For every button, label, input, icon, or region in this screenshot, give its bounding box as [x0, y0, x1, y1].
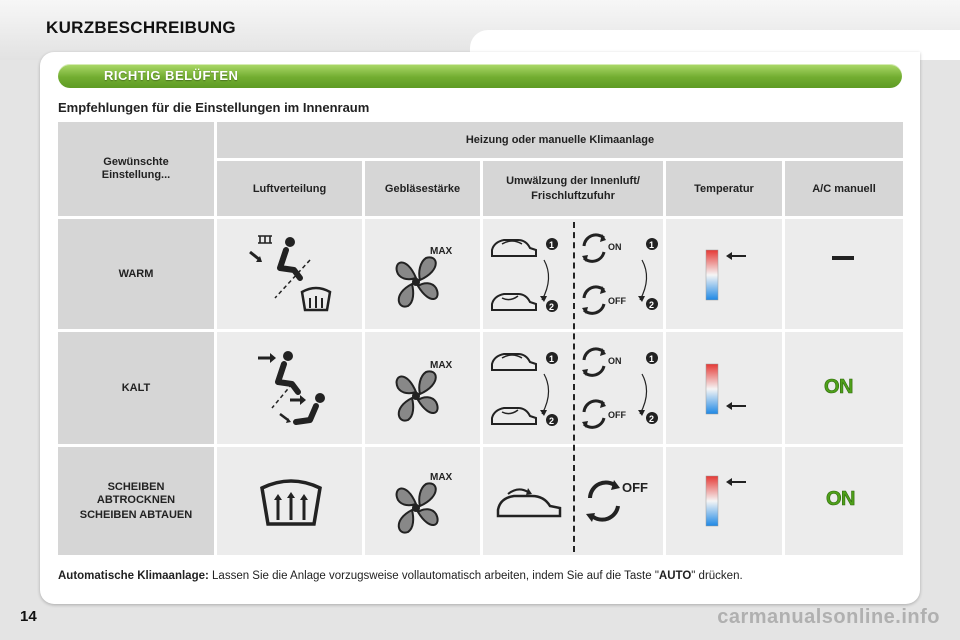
step-1-badge: 1: [549, 240, 555, 250]
fan-icon: [390, 358, 460, 434]
footer-text: Lassen Sie die Anlage vorzugsweise vollautomatisch arbeiten, indem Sie auf die Taste ": [208, 570, 659, 582]
footer-text-end: " drücken.: [691, 570, 743, 582]
watermark: carmanualsonline.info: [717, 606, 940, 628]
temperature-warm-icon: [700, 246, 760, 306]
footer-key: AUTO: [658, 570, 692, 582]
air-to-face-and-windscreen-icon: [240, 230, 340, 320]
step-2-badge: 2: [549, 416, 555, 426]
row-label-scheiben: [58, 447, 214, 555]
recirculation-toggle-icon: [580, 346, 662, 432]
footer-note: [58, 570, 908, 583]
section-title: RICHTIG BELÜFTEN: [104, 68, 239, 83]
ac-on-label: ON: [824, 376, 853, 398]
fan-max-label: MAX: [430, 360, 453, 371]
table-subtitle: Empfehlungen für die Einstellungen im Innenraum: [58, 100, 370, 115]
recirculation-car-icon: [488, 232, 570, 318]
section-banner: [58, 64, 902, 88]
recirc-on-label: ON: [608, 356, 622, 366]
row-label-scheiben-line1: SCHEIBEN ABTROCKNEN: [96, 480, 176, 506]
fan-icon: [390, 470, 460, 546]
row-label-kalt: KALT: [58, 332, 214, 444]
air-to-face-icon: [240, 344, 340, 434]
fresh-air-car-icon: [494, 480, 564, 520]
col-header-ac: A/C manuell: [785, 161, 903, 216]
row-label-scheiben-line2: SCHEIBEN ABTAUEN: [79, 508, 193, 521]
page-title: KURZBESCHREIBUNG: [46, 18, 236, 37]
page-number: 14: [20, 608, 37, 625]
recirc-off-label: OFF: [622, 480, 648, 495]
recirculation-off-icon: [584, 474, 664, 526]
temperature-warm-icon: [700, 472, 760, 532]
fan-max-label: MAX: [430, 472, 453, 483]
recirc-off-label: OFF: [608, 410, 626, 420]
step-2-badge: 2: [649, 300, 655, 310]
recirc-on-label: ON: [608, 242, 622, 252]
step-2-badge: 2: [649, 414, 655, 424]
temperature-cold-icon: [700, 360, 760, 420]
footer-bold: Automatische Klimaanlage:: [58, 570, 209, 582]
corner-label: Gewünschte Einstellung...: [101, 156, 171, 181]
step-1-badge: 1: [549, 354, 555, 364]
corner-header: [58, 122, 214, 216]
recirculation-toggle-icon: [580, 232, 662, 318]
recirc-off-label: OFF: [608, 296, 626, 306]
fan-icon: [390, 244, 460, 320]
step-1-badge: 1: [649, 240, 655, 250]
col-header-umwaelzung: [483, 161, 663, 216]
step-1-badge: 1: [649, 354, 655, 364]
col-header-umwaelzung-label: Umwälzung der Innenluft/ Frischluftzufuhr: [506, 174, 640, 202]
fan-max-label: MAX: [430, 246, 453, 257]
col-header-geblaese: Gebläsestärke: [365, 161, 480, 216]
row-label-warm: WARM: [58, 219, 214, 329]
group-header: Heizung oder manuelle Klimaanlage: [217, 122, 903, 158]
ac-on-label: ON: [826, 488, 855, 510]
recirculation-car-icon: [488, 346, 570, 432]
recirc-divider: [573, 222, 575, 552]
ac-off-dash: [832, 256, 854, 260]
windscreen-demist-icon: [258, 476, 324, 528]
step-2-badge: 2: [549, 302, 555, 312]
col-header-luftverteilung: Luftverteilung: [217, 161, 362, 216]
col-header-temperatur: Temperatur: [666, 161, 782, 216]
table-cell: [785, 219, 903, 329]
